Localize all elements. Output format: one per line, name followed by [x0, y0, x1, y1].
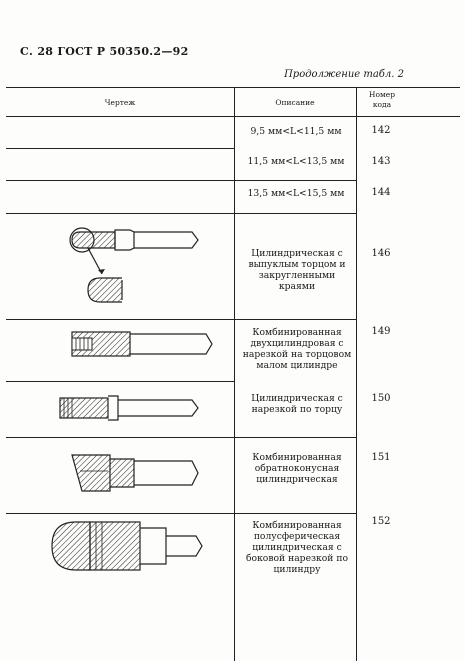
description-row-144: 13,5 мм<L<15,5 мм: [247, 188, 345, 199]
description-row-152: Комбинированная полусферическая цилиндрическая с боковой нарезкой по цилиндру: [246, 520, 348, 575]
table-header-bottom-rule: [6, 116, 460, 117]
code-row-144: 144: [371, 187, 391, 198]
code-row-143: 143: [371, 156, 391, 167]
code-row-152: 152: [371, 516, 391, 527]
code-row-151: 151: [371, 452, 391, 463]
code-row-146: 146: [371, 248, 391, 259]
column-header-drawing: Чертеж: [104, 98, 136, 107]
description-row-149: Комбинированная двухцилиндровая с нарезкой на торцовом малом цилиндре: [242, 327, 352, 371]
row-separator: [6, 381, 234, 382]
description-row-142: 9,5 мм<L<11,5 мм: [250, 126, 342, 137]
row-separator: [235, 180, 356, 181]
row-separator: [6, 148, 234, 149]
code-row-142: 142: [371, 125, 391, 136]
description-row-151: Комбинированная обратноконусная цилиндрическая: [252, 452, 342, 485]
row-separator: [235, 513, 356, 514]
row-separator: [6, 513, 234, 514]
description-row-150: Цилиндрическая с нарезкой по торцу: [251, 393, 343, 415]
row-separator: [6, 180, 234, 181]
description-row-146: Цилиндрическая с выпуклым торцом и закругленными краями: [248, 248, 346, 292]
row-separator: [235, 213, 356, 214]
drawing-row-152: [40, 516, 220, 580]
code-row-149: 149: [371, 326, 391, 337]
description-row-143: 11,5 мм<L<13,5 мм: [247, 156, 345, 167]
table-top-rule: [6, 87, 460, 88]
column-header-description: Описание: [275, 98, 315, 107]
row-separator: [6, 437, 234, 438]
drawing-row-149: [66, 326, 226, 366]
drawing-row-151: [50, 445, 210, 509]
row-separator: [235, 319, 356, 320]
code-row-150: 150: [371, 393, 391, 404]
column-divider-1: [234, 87, 235, 661]
row-separator: [235, 437, 356, 438]
page-title: С. 28 ГОСТ Р 50350.2—92: [20, 45, 189, 58]
row-separator: [6, 319, 234, 320]
drawing-row-150: [54, 390, 214, 426]
column-divider-2: [356, 87, 357, 661]
drawing-row-146: [60, 218, 220, 318]
column-header-code: Номер кода: [368, 90, 396, 109]
table-continuation-label: Продолжение табл. 2: [284, 69, 404, 80]
row-separator: [6, 213, 234, 214]
